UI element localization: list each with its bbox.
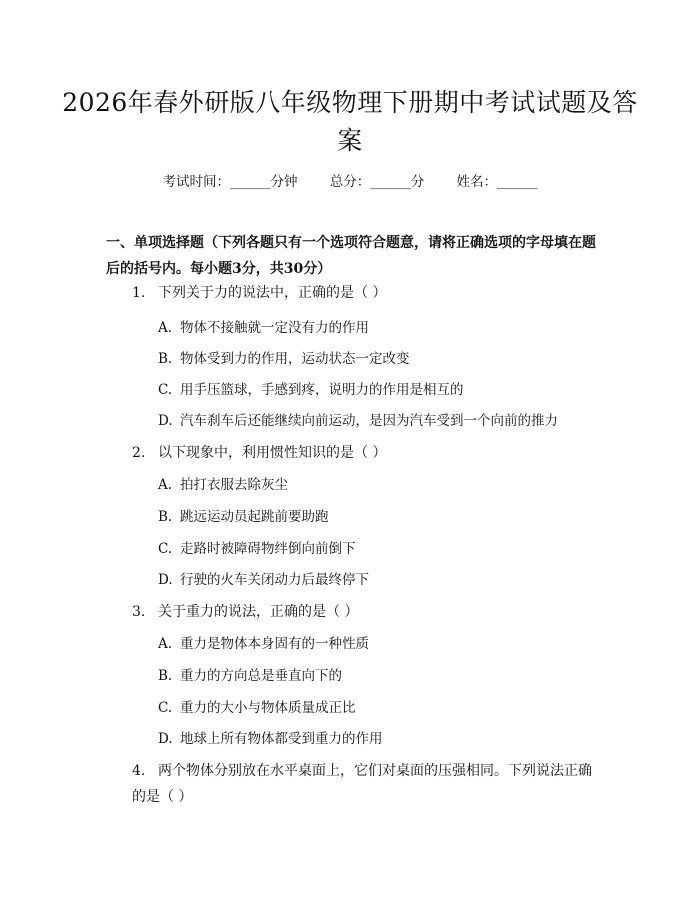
question-number: 4. <box>132 763 146 779</box>
option-1a: A. 物体不接触就一定没有力的作用 <box>158 320 369 336</box>
option-2c: C. 走路时被障碍物绊倒向前倒下 <box>158 541 356 557</box>
question-4 <box>132 758 602 810</box>
option-2b: B. 跳远运动员起跳前要助跑 <box>158 509 329 525</box>
question-text: 下列关于力的说法中，正确的是（ ） <box>158 285 387 301</box>
question-2 <box>132 440 602 466</box>
question-number: 2. <box>132 445 146 461</box>
name-field: 姓名：______ <box>456 174 538 190</box>
question-3 <box>132 599 602 625</box>
option-2d: D. 行驶的火车关闭动力后最终停下 <box>158 572 369 588</box>
total-score-field: 总分：______分 <box>329 174 425 190</box>
option-3d: D. 地球上所有物体都受到重力的作用 <box>158 731 383 747</box>
question-number: 1. <box>132 285 146 301</box>
option-3b: B. 重力的方向总是垂直向下的 <box>158 668 342 684</box>
option-1c: C. 用手压篮球，手感到疼，说明力的作用是相互的 <box>158 382 464 398</box>
question-text: 关于重力的说法，正确的是（ ） <box>158 604 359 620</box>
document-title: 2026年春外研版八年级物理下册期中考试试题及答案 <box>62 88 638 155</box>
option-3a: A. 重力是物体本身固有的一种性质 <box>158 636 369 652</box>
option-1b: B. 物体受到力的作用，运动状态一定改变 <box>158 351 410 367</box>
exam-time-field: 考试时间：______分钟 <box>162 174 298 190</box>
option-3c: C. 重力的大小与物体质量成正比 <box>158 700 356 716</box>
question-number: 3. <box>132 604 146 620</box>
exam-meta <box>0 170 700 190</box>
option-1d: D. 汽车刹车后还能继续向前运动，是因为汽车受到一个向前的推力 <box>158 413 558 429</box>
question-1 <box>132 280 602 306</box>
section-heading: 一、单项选择题（下列各题只有一个选项符合题意，请将正确选项的字母填在题后的括号内。每小题3分，共30分） <box>106 235 596 277</box>
question-text: 两个物体分别放在水平桌面上，它们对桌面的压强相同。下列说法正确的是（ ） <box>132 763 592 805</box>
question-text: 以下现象中，利用惯性知识的是（ ） <box>158 445 387 461</box>
option-2a: A. 拍打衣服去除灰尘 <box>158 477 288 493</box>
